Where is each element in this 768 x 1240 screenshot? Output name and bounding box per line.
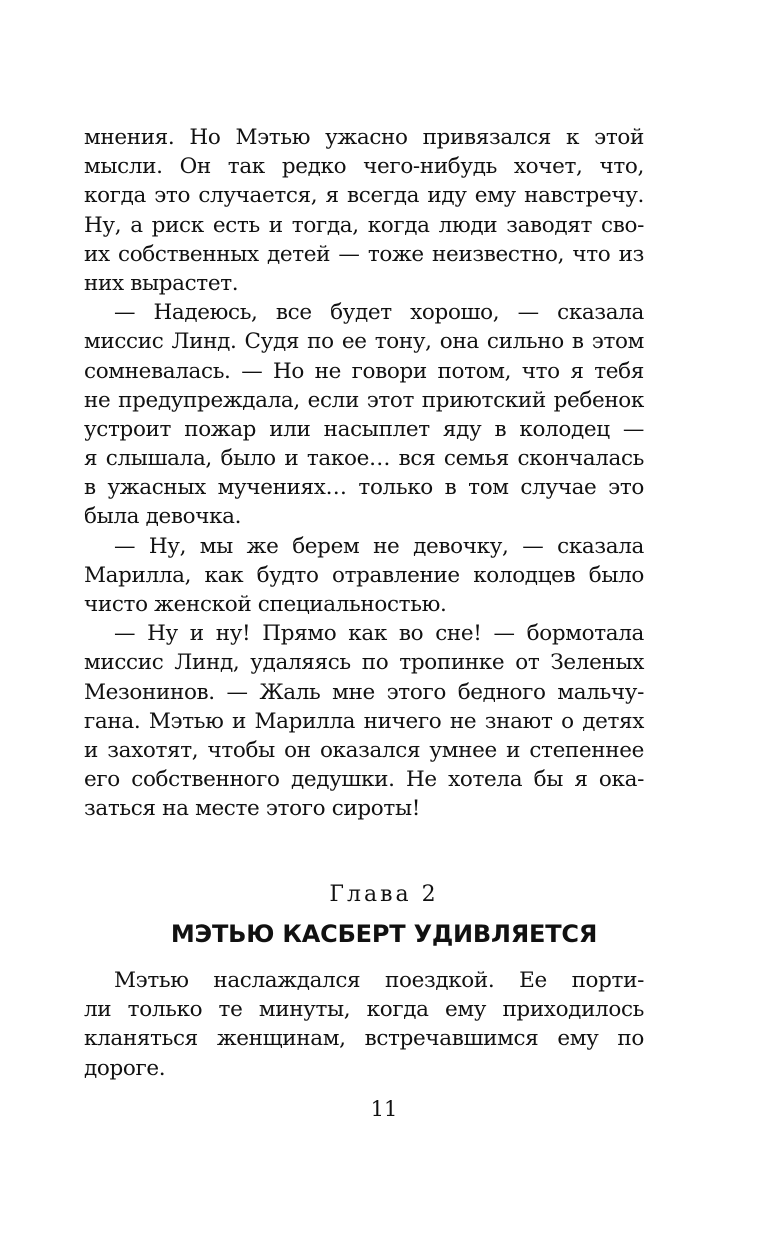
text-line: Ну, а риск есть и тогда, когда люди заводят сво- bbox=[84, 212, 644, 238]
text-line: не предупреждала, если этот приютский ребенок bbox=[84, 387, 644, 413]
text-line: Мэтью наслаждался поездкой. Ее порти- bbox=[114, 968, 644, 993]
text-line: когда это случается, я всегда иду ему навстречу. bbox=[84, 183, 644, 209]
text-line: я слышала, было и такое… вся семья скончалась bbox=[84, 446, 644, 472]
text-line: мнения. Но Мэтью ужасно привязался к этой bbox=[84, 125, 644, 150]
text-line: Марилла, как будто отравление колодцев было bbox=[84, 562, 644, 588]
text-line: — Надеюсь, все будет хорошо, — сказала bbox=[114, 300, 644, 326]
text-line: заться на месте этого сироты! bbox=[84, 796, 421, 822]
body-text bbox=[84, 123, 644, 824]
text-line: Мезонинов. — Жаль мне этого бедного мальчу- bbox=[84, 679, 644, 705]
text-line: их собственных детей — тоже неизвестно, что из bbox=[84, 241, 644, 267]
text-line: кланяться женщинам, встречавшимся ему по bbox=[84, 1026, 644, 1052]
text-line: гана. Мэтью и Марилла ничего не знают о детях bbox=[84, 708, 644, 734]
text-line: мысли. Он так редко чего-нибудь хочет, что, bbox=[84, 154, 644, 180]
text-line: дороге. bbox=[84, 1055, 166, 1081]
text-line: — Ну, мы же берем не девочку, — сказала bbox=[114, 533, 644, 559]
text-line: миссис Линд, удаляясь по тропинке от Зеленых bbox=[84, 650, 644, 676]
text-line: была девочка. bbox=[84, 504, 242, 530]
page-number: 11 bbox=[370, 1097, 398, 1121]
text-line: ли только те минуты, когда ему приходилось bbox=[84, 997, 644, 1023]
chapter-text bbox=[84, 966, 644, 1083]
text-line: и захотят, чтобы он оказался умнее и степеннее bbox=[84, 737, 644, 763]
text-line: устроит пожар или насыплет яду в колодец — bbox=[84, 416, 644, 442]
text-line: в ужасных мучениях… только в том случае это bbox=[84, 475, 644, 501]
text-line: — Ну и ну! Прямо как во сне! — бормотала bbox=[114, 621, 644, 647]
text-line: них вырастет. bbox=[84, 270, 239, 296]
text-line: чисто женской специальностью. bbox=[84, 592, 447, 617]
chapter-title: МЭТЬЮ КАСБЕРТ УДИВЛЯЕТСЯ bbox=[170, 920, 598, 948]
text-line: сомневалась. — Но не говори потом, что я тебя bbox=[84, 358, 644, 384]
text-line: миссис Линд. Судя по ее тону, она сильно в этом bbox=[84, 329, 644, 355]
text-line: его собственного дедушки. Не хотела бы я ока- bbox=[84, 767, 644, 793]
chapter-label: Глава 2 bbox=[329, 882, 439, 907]
